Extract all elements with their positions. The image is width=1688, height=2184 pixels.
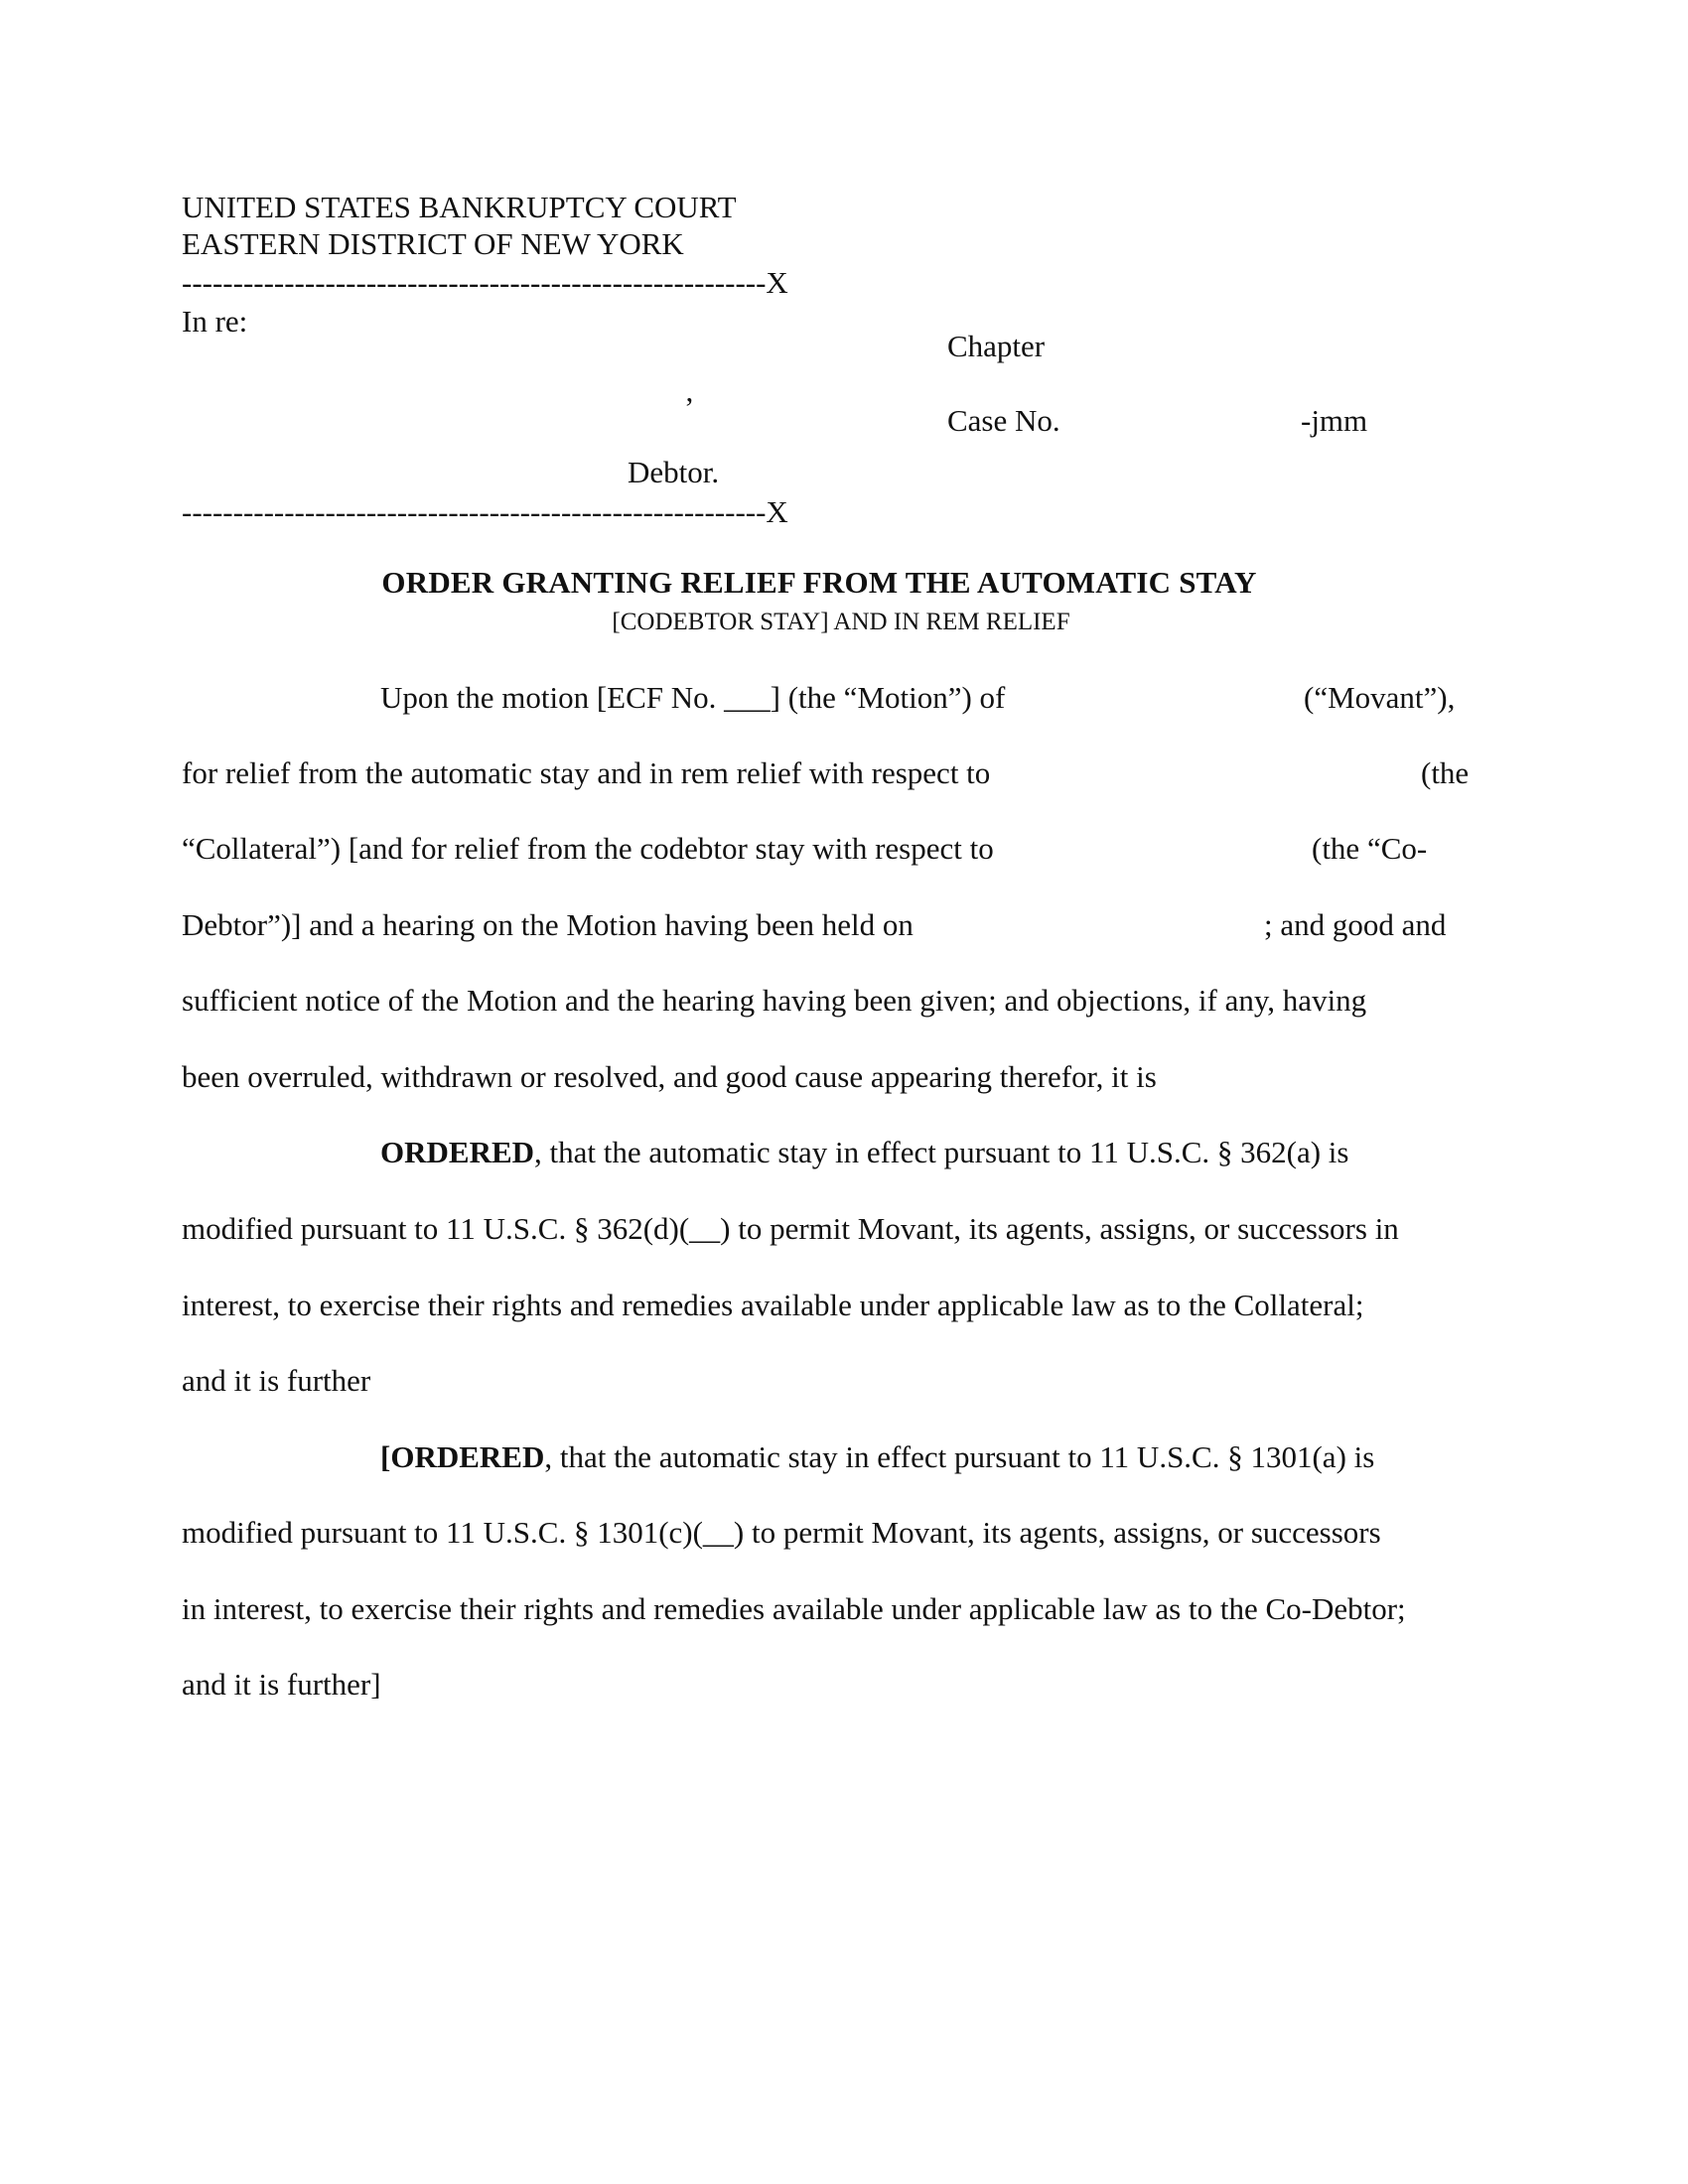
order-subtitle: [CODEBTOR STAY] AND IN REM RELIEF [612,609,1070,635]
chapter-label: Chapter [947,329,1046,363]
p2-line2: modified pursuant to 11 U.S.C. § 362(d)(__) to permit Movant, its agents, assigns, or successors in [182,1211,1399,1246]
p3-line4: and it is further] [182,1667,381,1702]
p2-line1 [380,1134,1349,1171]
p1-line1-end: (“Movant”), [1304,680,1456,715]
p1-line6: been overruled, withdrawn or resolved, and good cause appearing therefor, it is [182,1059,1157,1094]
p1-line5: sufficient notice of the Motion and the hearing having been given; and objections, if any, having [182,983,1367,1018]
p1-line1-start: Upon the motion [ECF No. ___] (the “Motion”) of [380,680,1006,715]
p1-line4-start: Debtor”)] and a hearing on the Motion having been held on [182,907,914,942]
case-number-suffix: -jmm [1301,403,1368,438]
p1-line4-end: ; and good and [1264,907,1447,942]
p3-line1 [380,1438,1374,1476]
caption-divider-bottom: ---------------------------------------------------------X [182,494,788,529]
p1-line2-end: (the [1421,755,1470,790]
p3-line3: in interest, to exercise their rights and remedies available under applicable law as to the Co-Debtor; [182,1591,1406,1626]
p2-ordered-keyword: ORDERED [380,1135,535,1169]
order-title: ORDER GRANTING RELIEF FROM THE AUTOMATIC STAY [381,565,1257,600]
p3-ordered-keyword: ORDERED [390,1439,545,1474]
p1-line3-start: “Collateral”) [and for relief from the codebtor stay with respect to [182,831,994,866]
p1-line2-start: for relief from the automatic stay and in rem relief with respect to [182,755,991,790]
court-district: EASTERN DISTRICT OF NEW YORK [182,226,684,261]
p2-line4: and it is further [182,1363,371,1398]
p2-line1-text: , that the automatic stay in effect pursuant to 11 U.S.C. § 362(a) is [534,1135,1349,1169]
caption-comma: ’ [684,390,695,425]
court-name: UNITED STATES BANKRUPTCY COURT [182,190,737,224]
p3-line1-text: , that the automatic stay in effect pursuant to 11 U.S.C. § 1301(a) is [544,1439,1375,1474]
in-re-label: In re: [182,304,248,339]
p3-line2: modified pursuant to 11 U.S.C. § 1301(c)(__) to permit Movant, its agents, assigns, or successors [182,1515,1381,1550]
case-number-label: Case No. [947,403,1060,438]
caption-divider-top: ---------------------------------------------------------X [182,265,788,300]
p3-open-bracket: [ [380,1439,391,1474]
debtor-label: Debtor. [628,455,720,489]
p1-line3-end: (the “Co- [1312,831,1428,866]
p2-line3: interest, to exercise their rights and remedies available under applicable law as to the Collateral; [182,1288,1364,1322]
